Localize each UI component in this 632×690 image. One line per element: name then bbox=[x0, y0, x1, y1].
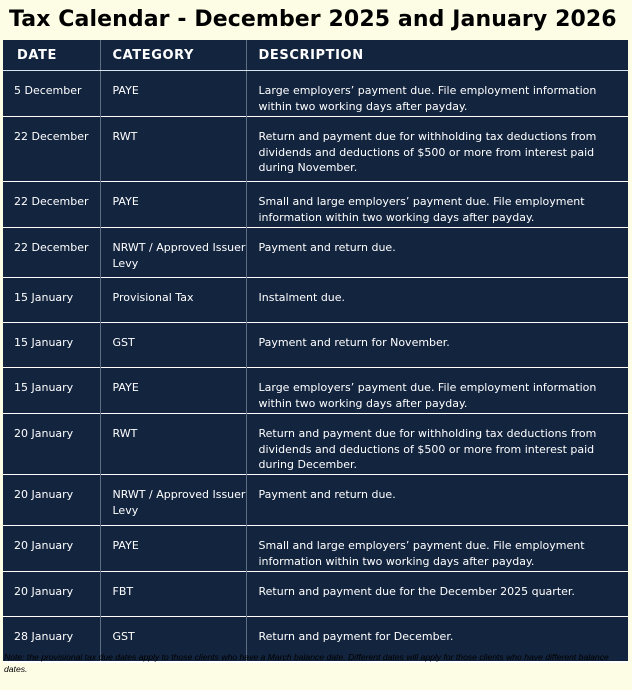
date-cell: 20 January bbox=[3, 475, 100, 526]
column-header-category: CATEGORY bbox=[100, 40, 246, 71]
table-header-row bbox=[3, 40, 628, 71]
description-cell: Return and payment due for withholding tax deductions from dividends and deductions of $500 or more from interest paid during November. bbox=[246, 117, 628, 182]
date-cell: 20 January bbox=[3, 572, 100, 617]
description-cell: Small and large employers’ payment due. File employment information within two working days after payday. bbox=[246, 182, 628, 228]
category-cell: FBT bbox=[100, 572, 246, 617]
footnote: Note: the provisional tax due dates apply to those clients who have a March balance date. Different dates will apply for those clients who have different balance dates. bbox=[4, 652, 609, 674]
description-cell: Return and payment due for the December 2025 quarter. bbox=[246, 572, 628, 617]
table-row bbox=[3, 414, 628, 475]
category-cell: RWT bbox=[100, 117, 246, 182]
table-row bbox=[3, 572, 628, 617]
description-cell: Payment and return due. bbox=[246, 228, 628, 278]
column-header-date: DATE bbox=[3, 40, 100, 71]
table-row bbox=[3, 228, 628, 278]
date-cell: 5 December bbox=[3, 71, 100, 117]
page-title: Tax Calendar - December 2025 and January 2026 bbox=[9, 7, 617, 32]
tax-calendar-table bbox=[3, 40, 628, 663]
category-cell: Provisional Tax bbox=[100, 278, 246, 323]
category-cell: GST bbox=[100, 323, 246, 368]
description-cell: Small and large employers’ payment due. File employment information within two working days after payday. bbox=[246, 526, 628, 572]
table-row bbox=[3, 182, 628, 228]
table-row bbox=[3, 475, 628, 526]
date-cell: 15 January bbox=[3, 278, 100, 323]
description-cell: Large employers’ payment due. File employment information within two working days after payday. bbox=[246, 71, 628, 117]
category-cell: PAYE bbox=[100, 71, 246, 117]
date-cell: 15 January bbox=[3, 368, 100, 414]
date-cell: 20 January bbox=[3, 526, 100, 572]
table-row bbox=[3, 323, 628, 368]
table-row bbox=[3, 278, 628, 323]
description-cell: Payment and return for November. bbox=[246, 323, 628, 368]
table-row bbox=[3, 117, 628, 182]
description-cell: Return and payment due for withholding tax deductions from dividends and deductions of $500 or more from interest paid during December. bbox=[246, 414, 628, 475]
date-cell: 28 January bbox=[3, 617, 100, 662]
category-cell: RWT bbox=[100, 414, 246, 475]
date-cell: 22 December bbox=[3, 228, 100, 278]
column-header-description: DESCRIPTION bbox=[246, 40, 628, 71]
table-row bbox=[3, 368, 628, 414]
table-row bbox=[3, 526, 628, 572]
category-cell: NRWT / Approved Issuer Levy bbox=[100, 475, 246, 526]
category-cell: NRWT / Approved Issuer Levy bbox=[100, 228, 246, 278]
table-row bbox=[3, 71, 628, 117]
date-cell: 20 January bbox=[3, 414, 100, 475]
category-cell: PAYE bbox=[100, 182, 246, 228]
description-cell: Large employers’ payment due. File employment information within two working days after payday. bbox=[246, 368, 628, 414]
description-cell: Return and payment for December. bbox=[246, 617, 628, 662]
date-cell: 22 December bbox=[3, 182, 100, 228]
date-cell: 22 December bbox=[3, 117, 100, 182]
date-cell: 15 January bbox=[3, 323, 100, 368]
description-cell: Instalment due. bbox=[246, 278, 628, 323]
description-cell: Payment and return due. bbox=[246, 475, 628, 526]
category-cell: PAYE bbox=[100, 368, 246, 414]
category-cell: GST bbox=[100, 617, 246, 662]
category-cell: PAYE bbox=[100, 526, 246, 572]
